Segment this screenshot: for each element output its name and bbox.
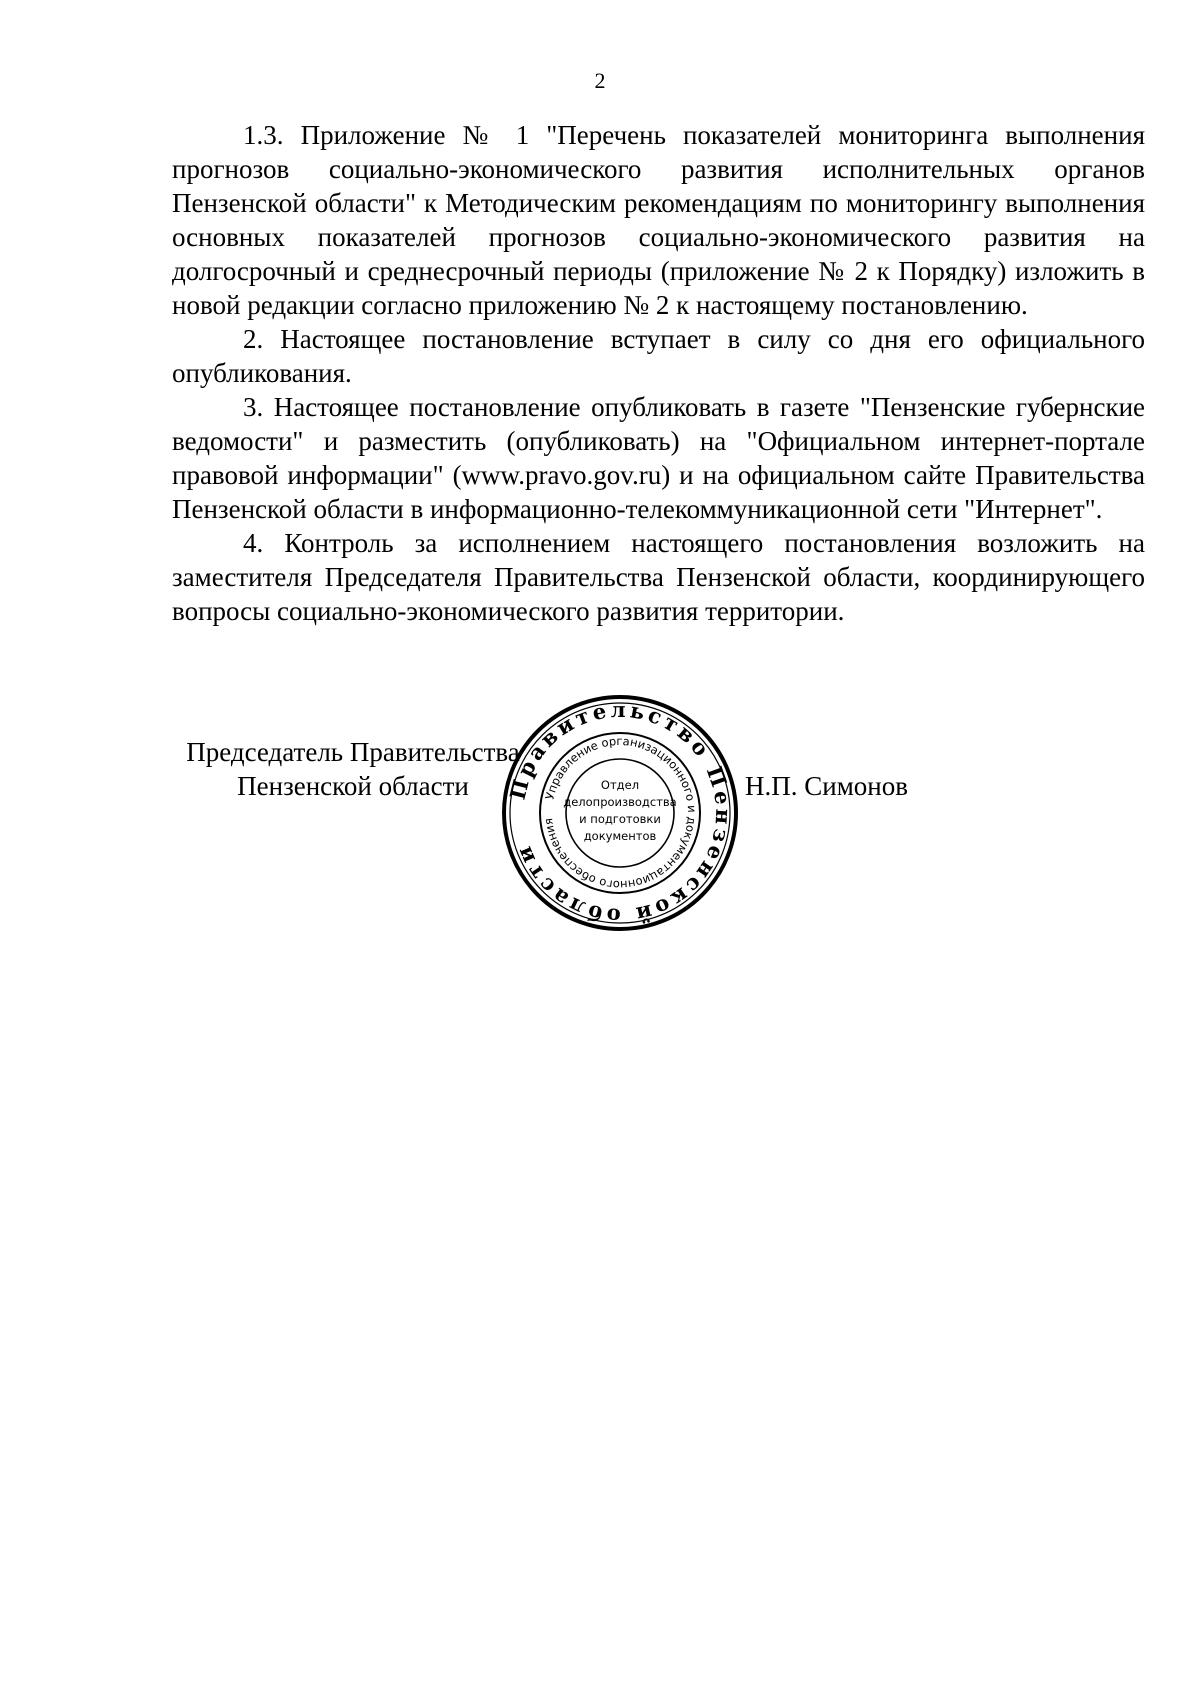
paragraph-1-3: 1.3. Приложение № 1 "Перечень показателей мониторинга выполнения прогнозов социально-экономического развития исполнительных органов Пензенской области" к Методическим рекомендациям по мониторингу выполнения основных показателей прогнозов социально-экономического развития на долгосрочный и среднесрочный периоды (приложение № 2 к Порядку) изложить в новой редакции согласно приложению № 2 к настоящему постановлению.: [172, 120, 1145, 320]
seal-center-line2: делопроизводства: [563, 795, 677, 809]
page-number: 2: [594, 68, 606, 93]
seal-middle-text: Управление организационного и документационного обеспечения: [541, 733, 700, 893]
seal-center-line4: документов: [583, 829, 657, 843]
seal-center-line3: и подготовки: [579, 812, 661, 826]
signatory-position-line1: Председатель Правительства: [186, 737, 520, 767]
signatory-position-line2: Пензенской области: [237, 771, 469, 801]
seal-center-line1: Отдел: [600, 778, 640, 792]
seal-outer-text: Правительство Пензенской области: [504, 696, 737, 930]
official-seal: [500, 693, 740, 933]
document-body: [172, 118, 1145, 628]
paragraph-3: 3. Настоящее постановление опубликовать в газете "Пензенские губернские ведомости" и разместить (опубликовать) на "Официальном интернет-портале правовой информации" (www.pravo.gov.ru) и на официальном сайте Правительства Пензенской области в информационно-телекоммуникационной сети "Интернет".: [172, 392, 1145, 524]
paragraph-4: 4. Контроль за исполнением настоящего постановления возложить на заместителя Председателя Правительства Пензенской области, координирующего вопросы социально-экономического развития территории.: [172, 528, 1145, 626]
paragraph-2: 2. Настоящее постановление вступает в силу со дня его официального опубликования.: [172, 324, 1145, 388]
signatory-position: [183, 735, 523, 803]
signatory-name: Н.П. Симонов: [745, 771, 908, 801]
